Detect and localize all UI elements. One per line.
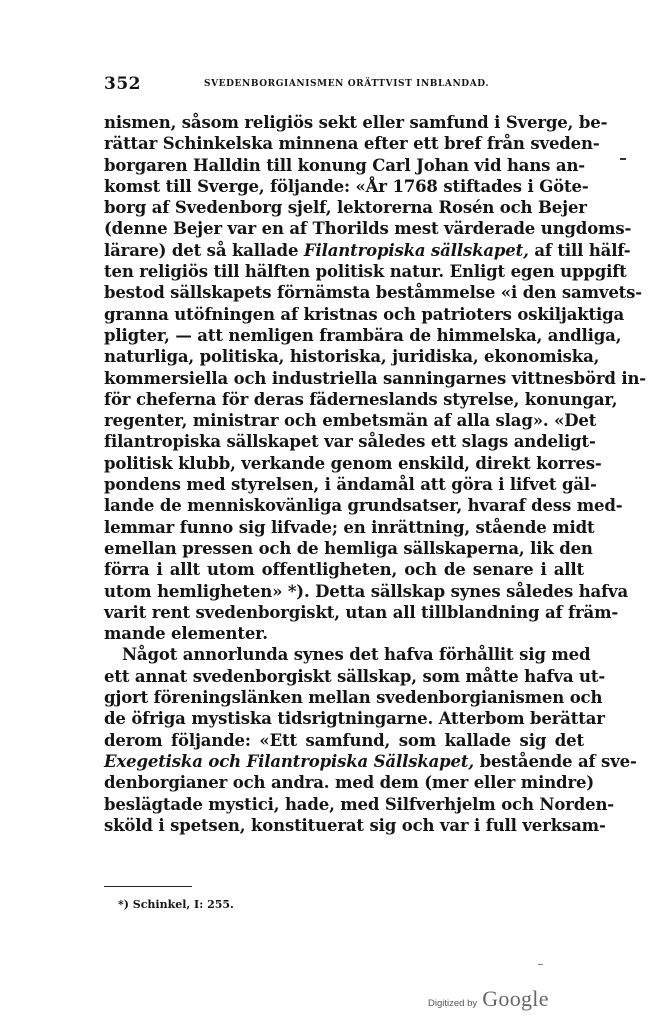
- text-segment: bestående af sve-: [473, 751, 637, 771]
- text-line: varit rent svedenborgiskt, utan all tillblandning af främ-: [104, 602, 619, 622]
- text-line: pligter, — att nemligen frambära de himmelska, andliga,: [104, 325, 622, 345]
- text-line-with-italic: [104, 240, 631, 261]
- text-line: (denne Bejer var en af Thorilds mest värderade ungdoms-: [104, 219, 632, 239]
- text-line: emellan pressen och de hemliga sällskaperna, lik den: [104, 538, 593, 558]
- text-line: lande de menniskovänliga grundsatser, hvaraf dess med-: [104, 496, 623, 516]
- text-line: kommersiella och industriella sanningarnes vittnesbörd in-: [104, 368, 647, 388]
- text-line: derom följande: «Ett samfund, som kallade sig det: [104, 730, 584, 750]
- footnote: *) Schinkel, I: 255.: [118, 898, 234, 911]
- text-line: pondens med styrelsen, i ändamål att göra i lifvet gäl-: [104, 475, 597, 495]
- text-line: beslägtade mystici, hade, med Silfverhjelm och Norden-: [104, 794, 615, 814]
- text-line: granna utöfningen af kristnas och patrioters oskiljaktiga: [104, 304, 625, 324]
- text-line: de öfriga mystiska tidsrigtningarne. Atterbom berättar: [104, 709, 605, 729]
- italic-title: Filantropiska sällskapet,: [303, 240, 529, 260]
- text-line: ett annat svedenborgiskt sällskap, som måtte hafva ut-: [104, 666, 606, 686]
- page-header: [104, 74, 544, 94]
- text-line: naturliga, politiska, historiska, juridiska, ekonomiska,: [104, 347, 600, 367]
- running-head: SVEDENBORGIANISMEN ORÄTTVIST INBLANDAD.: [204, 79, 490, 89]
- text-line: nismen, såsom religiös sekt eller samfund i Sverge, be-: [104, 113, 608, 132]
- text-line: borg af Svedenborg sjelf, lektorerna Rosén och Bejer: [104, 198, 587, 218]
- text-segment: af till hälf-: [528, 240, 631, 260]
- page-number: 352: [104, 74, 141, 94]
- text-line: utom hemligheten» *). Detta sällskap synes således hafva: [104, 581, 629, 601]
- text-line: borgaren Halldin till konung Carl Johan vid hans an-: [104, 155, 585, 175]
- text-line: filantropiska sällskapet var således ett slags andeligt-: [104, 432, 596, 452]
- scan-mark: [538, 964, 543, 965]
- text-line: mande elementer.: [104, 624, 268, 644]
- italic-title: Exegetiska och Filantropiska Sällskapet,: [104, 751, 474, 771]
- text-line: ten religiös till hälften politisk natur. Enligt egen uppgift: [104, 262, 627, 282]
- text-line: politisk klubb, verkande genom enskild, direkt korres-: [104, 453, 602, 473]
- text-line: rättar Schinkelska minnena efter ett bref från sveden-: [104, 134, 600, 154]
- text-line: denborgianer och andra. med dem (mer eller mindre): [104, 773, 594, 793]
- text-line: Något annorlunda synes det hafva förhållit sig med: [122, 645, 591, 665]
- text-line: regenter, ministrar och embetsmän af alla slag». «Det: [104, 411, 597, 431]
- text-line: lemmar funno sig lifvade; en inrättning, stående midt: [104, 517, 595, 537]
- text-segment: lärare) det så kallade: [104, 240, 299, 260]
- footnote-divider: [104, 886, 192, 887]
- google-logo: Google: [482, 986, 549, 1011]
- watermark-prefix: Digitized by: [428, 998, 478, 1009]
- text-line-with-italic: [104, 751, 637, 772]
- text-line: för cheferna för deras fäderneslands styrelse, konungar,: [104, 389, 618, 409]
- digitized-watermark: [428, 986, 549, 1012]
- text-line: komst till Sverge, följande: «År 1768 stiftades i Göte-: [104, 176, 589, 196]
- text-line: bestod sällskapets förnämsta beståmmelse «i den samvets-: [104, 283, 642, 303]
- margin-mark: [620, 158, 626, 160]
- text-line: gjort föreningslänken mellan svedenborgianismen och: [104, 688, 603, 708]
- text-line: sköld i spetsen, konstituerat sig och var i full verksam-: [104, 815, 606, 835]
- text-line: förra i allt utom offentligheten, och de senare i allt: [104, 560, 584, 580]
- body-text: [104, 112, 647, 836]
